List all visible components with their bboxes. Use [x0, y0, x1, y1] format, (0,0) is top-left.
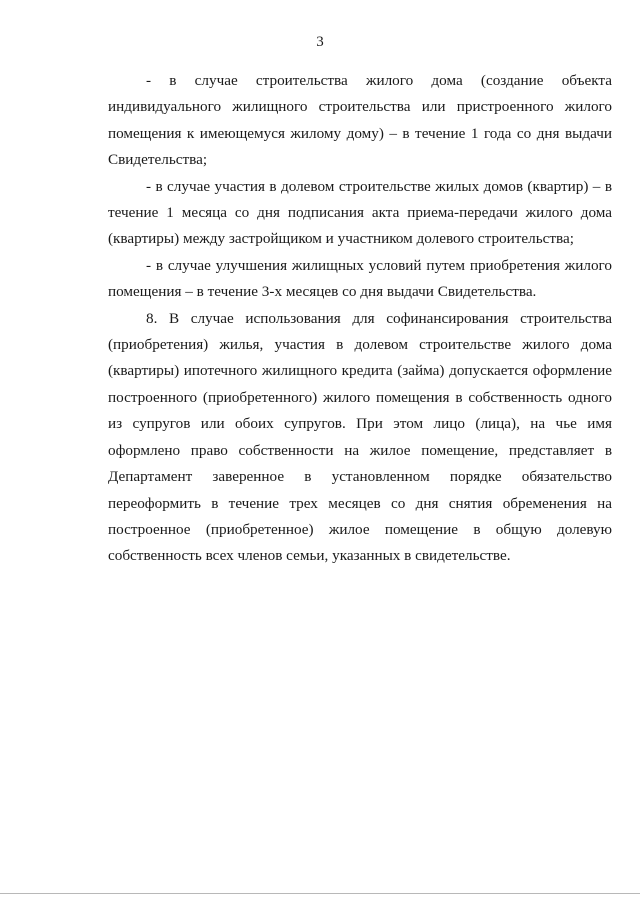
paragraph-shared-construction: - в случае участия в долевом строительстве жилых домов (квартир) – в течение 1 месяца со дня подписания акта приема-передачи жилого дома (квартиры) между застройщиком и участником долевого строительства;: [108, 177, 612, 248]
document-body: [108, 68, 612, 570]
paragraph-house-construction: - в случае строительства жилого дома (создание объекта индивидуального жилищного строительства или пристроенного жилого помещения к имеющемуся жилому дому) – в течение 1 года со дня выдачи Свидетельства;: [108, 72, 612, 169]
scan-bottom-edge: [0, 893, 640, 894]
page-number: 3: [316, 34, 324, 50]
paragraph-housing-purchase: - в случае улучшения жилищных условий путем приобретения жилого помещения – в течение 3-х месяцев со дня выдачи Свидетельства.: [108, 256, 612, 301]
paragraph-mortgage-clause: 8. В случае использования для софинансирования строительства (приобретения) жилья, участия в долевом строительстве жилого дома (квартиры) ипотечного жилищного кредита (займа) допускается оформление построенного (приобретенного) жилого помещения в собственность одного из супругов или обоих супругов. При этом лицо (лица), на чье имя оформлено право собственности на жилое помещение, представляет в Департамент заверенное в установленном порядке обязательство переоформить в течение трех месяцев со дня снятия обременения на построенное (приобретенное) жилое помещение в общую долевую собственность всех членов семьи, указанных в свидетельстве.: [108, 309, 612, 565]
